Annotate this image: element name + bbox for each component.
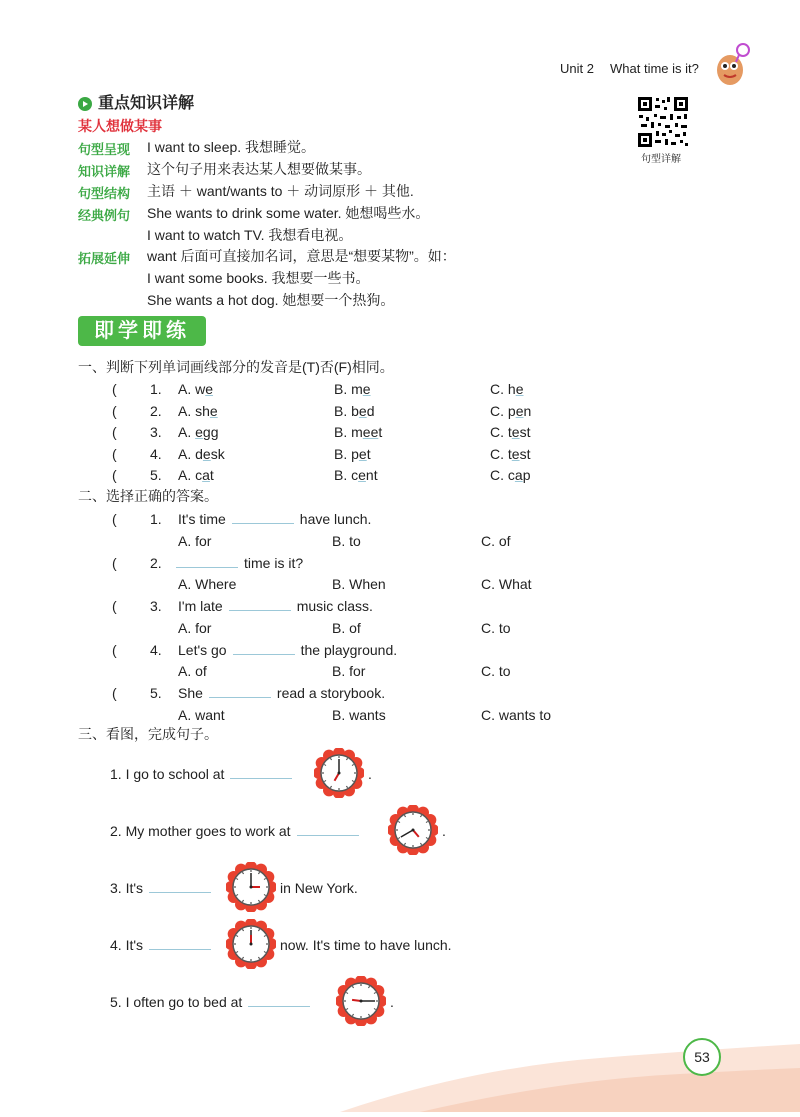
option-a: A. she <box>178 402 218 419</box>
sentence-pre: 5. I often go to bed at <box>110 994 243 1010</box>
structure-text: 主语 ＋ want/wants to ＋ 动词原形 ＋ 其他. <box>147 183 414 199</box>
question-number: 3. <box>150 424 162 440</box>
option-b: B. wants <box>332 706 386 723</box>
qr-caption: 句型详解 <box>641 154 681 165</box>
option-b: B. cent <box>334 467 378 483</box>
pattern-tag: 句型呈现 <box>78 142 131 157</box>
sentence-post: have lunch. <box>299 511 372 527</box>
option-a: A. desk <box>178 445 225 462</box>
play-icon <box>78 97 92 111</box>
answer-paren-open: ( <box>112 445 117 462</box>
option-c: C. of <box>481 532 511 549</box>
sentence-line <box>110 936 217 954</box>
question-number: 3. <box>150 598 162 614</box>
question-sentence <box>178 597 373 615</box>
clock-icon <box>226 919 276 969</box>
practice-banner: 即学即练 <box>78 316 206 346</box>
sentence-post: read a storybook. <box>276 685 386 701</box>
qr-code-icon[interactable] <box>636 95 690 149</box>
knowledge-heading: 重点知识详解 <box>98 95 195 112</box>
option-c: C. pen <box>490 402 532 419</box>
question-number: 1. <box>150 381 162 397</box>
knowledge-subheading: 某人想做某事 <box>78 118 162 134</box>
question-sentence <box>178 684 385 702</box>
sentence-post: music class. <box>296 598 373 614</box>
section1-title: 一、判断下列单词画线部分的发音是(T)否(F)相同。 <box>78 359 394 375</box>
sentence-line <box>110 879 217 897</box>
unit-title: What time is it? <box>610 61 699 76</box>
option-b: B. meet <box>334 424 383 440</box>
sentence-post: . <box>368 766 372 782</box>
option-a: A. cat <box>178 467 214 483</box>
clock-icon <box>388 805 438 855</box>
option-c: C. he <box>490 381 524 397</box>
option-c: C. cap <box>490 467 531 483</box>
option-b: B. to <box>332 532 361 549</box>
option-a: A. of <box>178 663 207 679</box>
section3-title: 三、看图，完成句子。 <box>78 726 218 742</box>
question-number: 2. <box>150 402 162 419</box>
question-number: 1. <box>150 511 162 527</box>
fill-blank[interactable] <box>297 823 359 836</box>
option-a: A. egg <box>178 424 219 440</box>
fill-blank[interactable] <box>232 511 294 524</box>
example-1: She wants to drink some water. 她想喝些水。 <box>147 205 430 221</box>
answer-slot[interactable] <box>125 402 151 420</box>
answer-slot[interactable] <box>125 684 151 702</box>
option-c: C. test <box>490 445 531 462</box>
fill-blank[interactable] <box>149 880 211 893</box>
extend-1: want 后面可直接加名词，意思是“想要某物”。如： <box>147 248 456 264</box>
example-tag: 经典例句 <box>78 208 131 223</box>
answer-slot[interactable] <box>125 554 151 572</box>
option-c: C. to <box>481 619 511 636</box>
bottom-wave <box>0 1030 800 1112</box>
option-b: B. pet <box>334 445 371 462</box>
option-b: B. bed <box>334 402 375 419</box>
option-a: A. want <box>178 706 225 723</box>
answer-paren-open: ( <box>112 641 117 658</box>
fill-blank[interactable] <box>149 937 211 950</box>
sentence-line <box>110 993 316 1011</box>
sentence-pre: She <box>178 685 203 701</box>
pattern-text: I want to sleep. 我想睡觉。 <box>147 139 316 155</box>
clock-icon <box>314 748 364 798</box>
answer-slot[interactable] <box>125 641 151 659</box>
fill-blank[interactable] <box>248 994 310 1007</box>
sentence-post: . <box>442 823 446 839</box>
question-sentence <box>178 510 371 528</box>
question-number: 2. <box>150 554 162 571</box>
sentence-post: now. It's time to have lunch. <box>280 937 452 953</box>
question-number: 5. <box>150 467 162 483</box>
sentence-pre: 3. It's <box>110 880 144 896</box>
option-c: C. What <box>481 576 532 592</box>
question-number: 4. <box>150 445 162 462</box>
question-number: 5. <box>150 685 162 701</box>
option-a: A. for <box>178 532 212 549</box>
extend-3: She wants a hot dog. 她想要一个热狗。 <box>147 292 395 308</box>
extend-2: I want some books. 我想要一些书。 <box>147 270 370 286</box>
clock-icon <box>336 976 386 1026</box>
answer-paren-open: ( <box>112 467 117 483</box>
extend-tag: 拓展延伸 <box>78 251 131 266</box>
sentence-pre: 4. It's <box>110 937 144 953</box>
section2-title: 二、选择正确的答案。 <box>78 488 218 504</box>
answer-paren-open: ( <box>112 685 117 701</box>
sentence-post: . <box>390 994 394 1010</box>
answer-paren-open: ( <box>112 598 117 614</box>
mascot-icon <box>712 42 752 88</box>
question-sentence <box>178 641 397 659</box>
option-b: B. me <box>334 381 371 397</box>
structure-tag: 句型结构 <box>78 186 131 201</box>
option-c: C. to <box>481 663 511 679</box>
sentence-pre: 2. My mother goes to work at <box>110 823 291 839</box>
sentence-post: time is it? <box>244 554 304 571</box>
sentence-post: in New York. <box>280 880 358 896</box>
option-b: B. When <box>332 576 386 592</box>
question-sentence <box>170 554 303 572</box>
answer-paren-open: ( <box>112 402 117 419</box>
sentence-pre: Let's go <box>178 641 227 658</box>
option-b: B. for <box>332 663 366 679</box>
answer-paren-open: ( <box>112 511 117 527</box>
fill-blank[interactable] <box>230 766 292 779</box>
sentence-pre: I'm late <box>178 598 223 614</box>
answer-slot[interactable] <box>125 445 151 463</box>
answer-paren-open: ( <box>112 424 117 440</box>
fill-blank[interactable] <box>209 685 271 698</box>
sentence-post: the playground. <box>300 641 398 658</box>
example-2: I want to watch TV. 我想看电视。 <box>147 227 353 243</box>
answer-paren-open: ( <box>112 554 117 571</box>
option-c: C. wants to <box>481 706 552 723</box>
fill-blank[interactable] <box>176 555 238 568</box>
fill-blank[interactable] <box>233 642 295 655</box>
explain-tag: 知识详解 <box>78 164 131 179</box>
clock-icon <box>226 862 276 912</box>
page-number: 53 <box>683 1038 721 1076</box>
sentence-line <box>110 765 298 783</box>
option-a: A. Where <box>178 576 237 592</box>
sentence-pre: 1. I go to school at <box>110 766 225 782</box>
unit-label: Unit 2 <box>560 61 594 76</box>
option-a: A. we <box>178 381 214 397</box>
answer-slot[interactable] <box>125 466 151 484</box>
sentence-pre: It's time <box>178 511 226 527</box>
answer-slot[interactable] <box>125 510 151 528</box>
answer-paren-open: ( <box>112 381 117 397</box>
answer-slot[interactable] <box>125 597 151 615</box>
explain-text: 这个句子用来表达某人想要做某事。 <box>147 161 371 177</box>
answer-slot[interactable] <box>125 380 151 398</box>
answer-slot[interactable] <box>125 423 151 441</box>
option-b: B. of <box>332 619 361 636</box>
question-number: 4. <box>150 641 162 658</box>
option-c: C. test <box>490 424 531 440</box>
fill-blank[interactable] <box>229 598 291 611</box>
option-a: A. for <box>178 619 212 636</box>
sentence-line <box>110 822 365 840</box>
